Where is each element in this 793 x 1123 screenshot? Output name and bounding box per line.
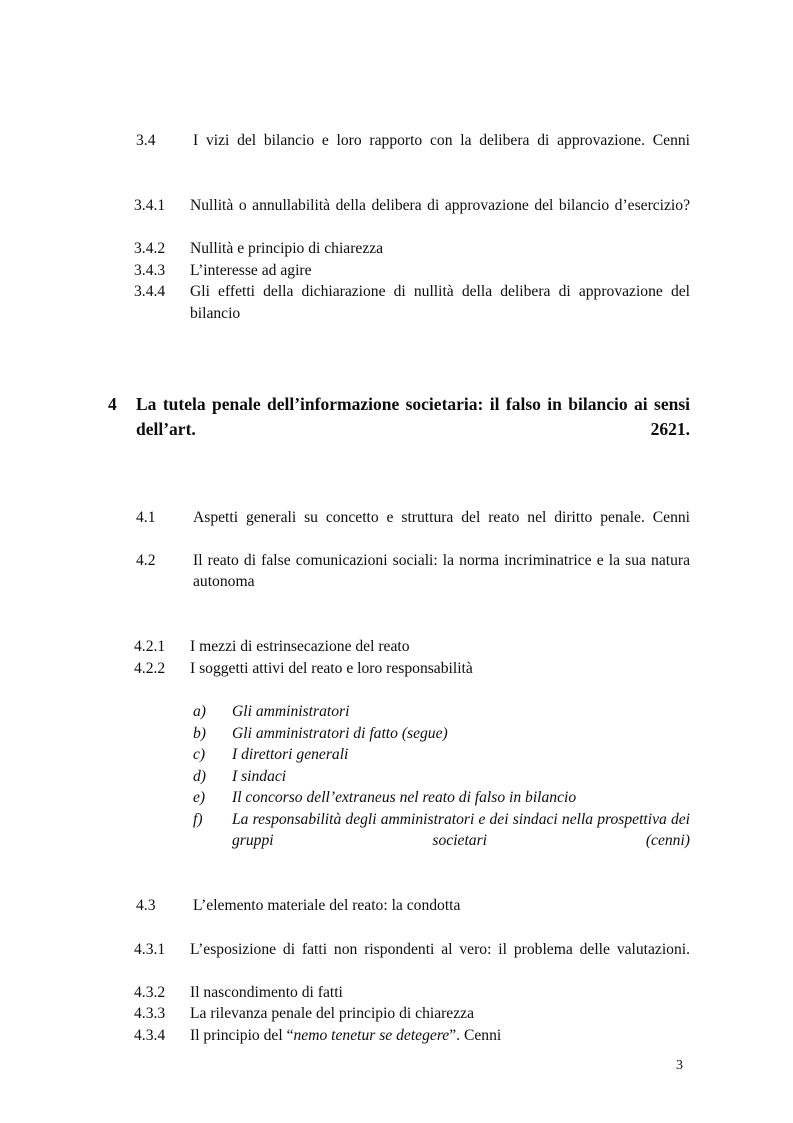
toc-entry-4-2-1 bbox=[134, 636, 690, 658]
toc-title-letter-a: Gli amministratori bbox=[232, 703, 350, 720]
toc-number-4-2: 4.2 bbox=[136, 551, 156, 569]
toc-entry-4-3-3 bbox=[134, 1003, 690, 1025]
toc-title-letter-d: I sindaci bbox=[232, 767, 287, 785]
toc-entry-3-4-3 bbox=[134, 260, 690, 282]
toc-number-4-1: 4.1 bbox=[136, 508, 156, 526]
toc-title-4-2-2: I soggetti attivi del reato e loro responsabilità bbox=[190, 659, 473, 677]
toc-entry-letter-a bbox=[193, 701, 690, 723]
toc-entry-4-3 bbox=[136, 895, 690, 917]
toc-letter-e: e) bbox=[193, 789, 206, 806]
spacer bbox=[108, 679, 690, 701]
toc-content bbox=[108, 130, 690, 1046]
toc-title-4-3-4-italic: nemo tenetur se detegere bbox=[293, 1026, 450, 1044]
toc-title-letter-c: I direttori generali bbox=[232, 746, 349, 763]
toc-title-4-3-4-suffix: ”. Cenni bbox=[449, 1026, 502, 1044]
toc-letter-b: b) bbox=[193, 724, 206, 742]
toc-title-4-3-2: Il nascondimento di fatti bbox=[190, 983, 343, 1001]
toc-number-4-3-3: 4.3.3 bbox=[134, 1005, 166, 1022]
toc-title-4-1: Aspetti generali su concetto e struttura del reato nel diritto penale. Cenni bbox=[193, 508, 690, 526]
toc-entry-letter-b bbox=[193, 723, 690, 745]
toc-letter-d: d) bbox=[193, 767, 206, 785]
toc-entry-3-4-2 bbox=[134, 238, 690, 260]
toc-number-4-3-2: 4.3.2 bbox=[134, 983, 166, 1001]
toc-letter-f: f) bbox=[193, 810, 203, 828]
toc-title-3-4-3: L’interesse ad agire bbox=[190, 261, 312, 279]
toc-entry-4-3-4 bbox=[134, 1025, 690, 1047]
toc-number-3-4-4: 3.4.4 bbox=[134, 283, 166, 300]
toc-number-3-4-2: 3.4.2 bbox=[134, 240, 166, 257]
toc-entry-letter-c bbox=[193, 744, 690, 766]
chapter-heading-4 bbox=[108, 392, 690, 467]
toc-title-4-2-1: I mezzi di estrinsecazione del reato bbox=[190, 638, 410, 655]
toc-entry-letter-f bbox=[193, 809, 690, 874]
toc-title-4-3-4-prefix: Il principio del “ bbox=[190, 1026, 294, 1044]
toc-letter-c: c) bbox=[193, 746, 206, 763]
toc-entry-letter-e bbox=[193, 787, 690, 809]
toc-title-3-4-1: Nullità o annullabilità della delibera di approvazione del bilancio d’esercizio? bbox=[190, 197, 690, 214]
toc-title-letter-e: Il concorso dell’extraneus nel reato di falso in bilancio bbox=[232, 789, 577, 806]
toc-title-4-3-1: L’esposizione di fatti non rispondenti al vero: il problema delle valutazioni. bbox=[190, 940, 690, 958]
toc-title-3-4-2: Nullità e principio di chiarezza bbox=[190, 240, 384, 257]
spacer bbox=[108, 873, 690, 895]
toc-number-4-3-1: 4.3.1 bbox=[134, 940, 166, 958]
toc-letter-a: a) bbox=[193, 703, 206, 720]
toc-number-3-4-3: 3.4.3 bbox=[134, 261, 166, 279]
toc-title-letter-f: La responsabilità degli amministratori e dei sindaci nella prospettiva dei gruppi societari (cenni) bbox=[232, 810, 690, 849]
toc-title-4-3-4 bbox=[190, 1025, 690, 1047]
toc-title-letter-b: Gli amministratori di fatto (segue) bbox=[232, 724, 448, 742]
chapter-title-4: La tutela penale dell’informazione societaria: il falso in bilancio ai sensi dell’art. 2621. bbox=[136, 393, 690, 439]
toc-entry-3-4 bbox=[136, 130, 690, 173]
toc-number-4-3: 4.3 bbox=[136, 897, 156, 914]
toc-entry-4-1 bbox=[136, 507, 690, 550]
toc-number-3-4: 3.4 bbox=[136, 132, 156, 149]
toc-title-3-4: I vizi del bilancio e loro rapporto con la delibera di approvazione. Cenni bbox=[193, 132, 690, 149]
toc-entry-4-3-2 bbox=[134, 982, 690, 1004]
spacer bbox=[108, 917, 690, 939]
toc-entry-4-2-2 bbox=[134, 658, 690, 680]
toc-title-4-3-3: La rilevanza penale del principio di chiarezza bbox=[190, 1005, 474, 1022]
toc-title-4-2: Il reato di false comunicazioni sociali: la norma incriminatrice e la sua natura autonoma bbox=[193, 551, 690, 590]
toc-title-4-3: L’elemento materiale del reato: la condotta bbox=[193, 897, 461, 914]
spacer bbox=[108, 346, 690, 392]
page-number: 3 bbox=[676, 1058, 683, 1073]
toc-entry-letter-d bbox=[193, 766, 690, 788]
toc-number-4-3-4: 4.3.4 bbox=[134, 1026, 166, 1044]
toc-entry-3-4-1 bbox=[134, 195, 690, 238]
toc-entry-3-4-4 bbox=[134, 281, 690, 346]
toc-number-4-2-1: 4.2.1 bbox=[134, 638, 166, 655]
chapter-number-4: 4 bbox=[108, 393, 117, 414]
spacer bbox=[108, 614, 690, 636]
toc-number-4-2-2: 4.2.2 bbox=[134, 659, 166, 677]
toc-number-3-4-1: 3.4.1 bbox=[134, 197, 166, 214]
spacer bbox=[108, 467, 690, 507]
toc-entry-4-2 bbox=[136, 550, 690, 615]
toc-entry-4-3-1 bbox=[134, 939, 690, 982]
spacer bbox=[108, 173, 690, 195]
toc-title-3-4-4: Gli effetti della dichiarazione di nullità della delibera di approvazione del bilancio bbox=[190, 283, 690, 322]
